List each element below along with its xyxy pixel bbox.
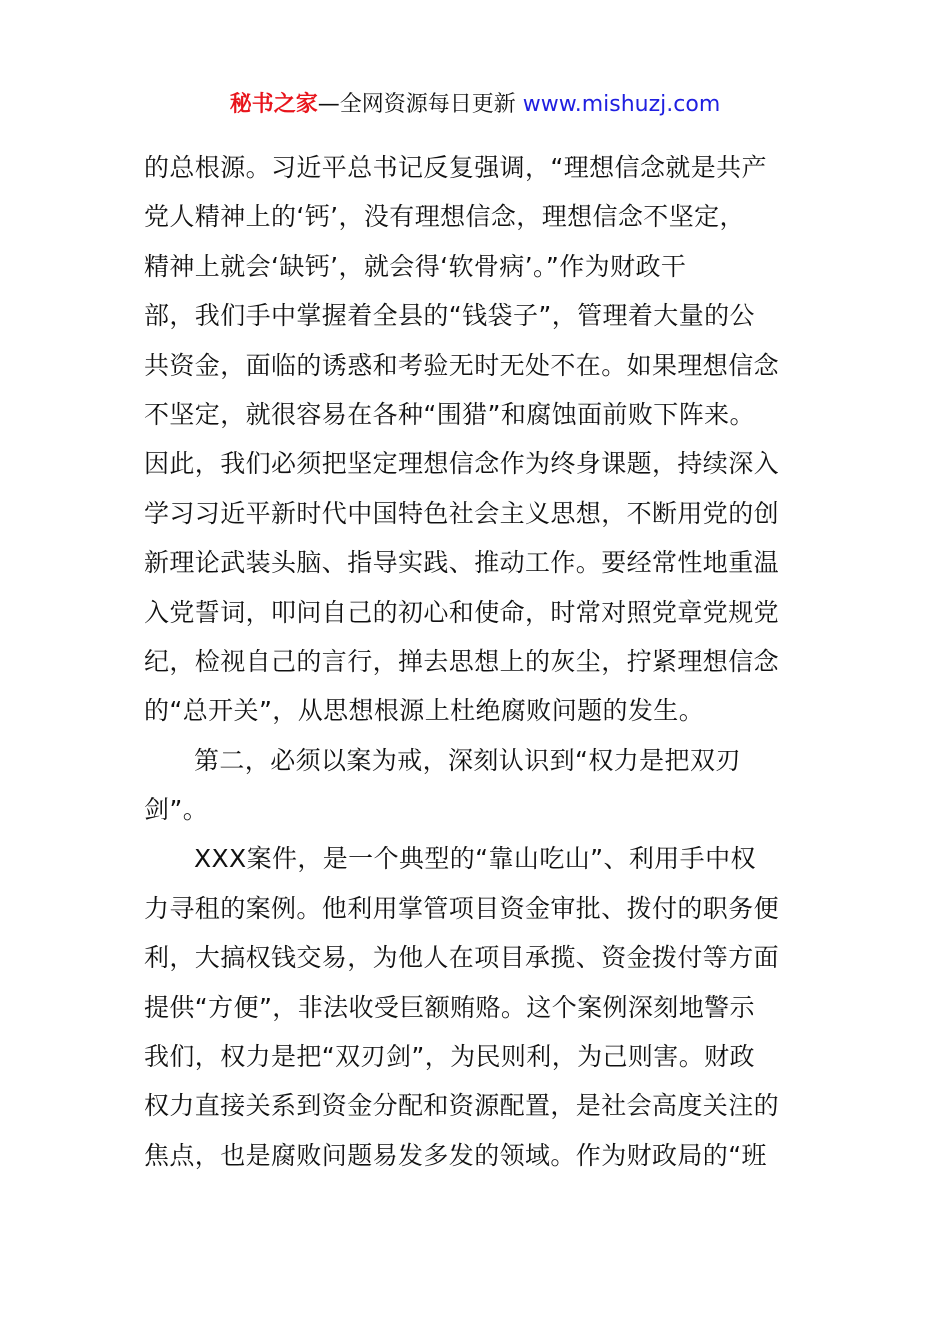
brand-name: 秘书之家 [229,92,318,117]
text-line: 不坚定，就很容易在各种“围猎”和腐蚀面前败下阵来。 [144,399,755,429]
text-line: 纪，检视自己的言行，掸去思想上的灰尘，拧紧理想信念 [144,646,780,676]
text-line: 新理论武装头脑、指导实践、推动工作。要经常性地重温 [144,548,780,578]
text-line: 入党誓词，叩问自己的初心和使命，时常对照党章党规党 [144,597,780,627]
text-line: 的总根源。习近平总书记反复强调，“理想信念就是共产 [144,153,767,182]
section-heading: 第二，必须以案为戒，深刻认识到“权力是把双刃 [194,745,741,775]
text-line: 党人精神上的‘钙’，没有理想信念，理想信念不坚定， [144,202,745,232]
text-line: 学习习近平新时代中国特色社会主义思想，不断用党的创 [144,498,780,528]
text-line: 精神上就会‘缺钙’，就会得‘软骨病’。”作为财政干 [144,251,687,281]
text-line: 提供“方便”，非法收受巨额贿赂。这个案例深刻地警示 [144,992,755,1022]
text-line: 共资金，面临的诱惑和考验无时无处不在。如果理想信念 [144,350,780,380]
text-line: 力寻租的案例。他利用掌管项目资金审批、拨付的职务便 [144,893,780,923]
header-tagline: —全网资源每日更新 [317,92,516,117]
website-link[interactable]: www.mishuzj.com [522,92,721,117]
text-line: 我们，权力是把“双刃剑”，为民则利，为己则害。财政 [144,1042,755,1072]
text-line: 利，大搞权钱交易，为他人在项目承揽、资金拨付等方面 [144,943,780,973]
section-heading-continued: 剑”。 [144,795,209,825]
text-line: 权力直接关系到资金分配和资源配置，是社会高度关注的 [144,1091,780,1121]
text-line: 部，我们手中掌握着全县的“钱袋子”，管理着大量的公 [144,301,755,331]
text-line: 因此，我们必须把坚定理想信念作为终身课题，持续深入 [144,449,780,479]
text-line: 焦点，也是腐败问题易发多发的领域。作为财政局的“班 [144,1140,767,1170]
text-line: 的“总开关”，从思想根源上杜绝腐败问题的发生。 [144,696,705,726]
paragraph-start: XXX案件，是一个典型的“靠山吃山”、利用手中权 [194,844,756,874]
page-header [0,88,950,122]
document-body [144,143,808,1180]
